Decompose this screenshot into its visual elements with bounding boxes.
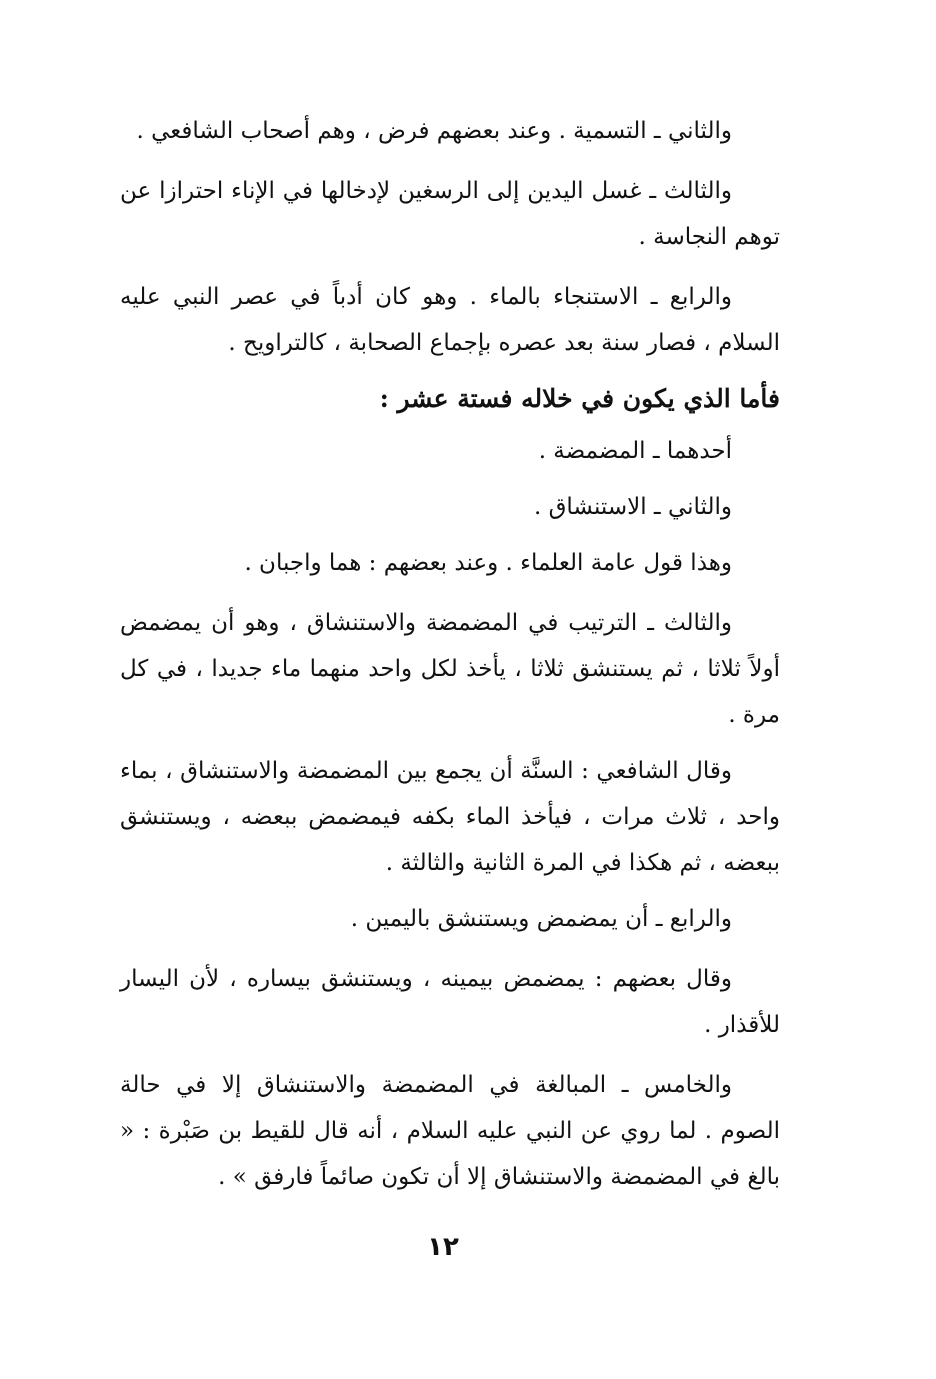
- book-page-body: [120, 108, 780, 1200]
- paragraph-fourth-right-hand: والرابع ـ أن يمضمض ويستنشق باليمين .: [350, 906, 732, 932]
- paragraph-first-madmada: أحدهما ـ المضمضة .: [538, 438, 732, 464]
- paragraph-fourth-istinja: والرابع ـ الاستنجاء بالماء . وهو كان أدباً في عصر النبي عليه السلام ، فصار سنة بعد عصره بإجماع الصحابة ، كالتراويح .: [120, 284, 780, 356]
- paragraph-left-hand-opinion: وقال بعضهم : يمضمض بيمينه ، ويستنشق بيساره ، لأن اليسار للأقذار .: [120, 966, 780, 1038]
- paragraph-scholars-opinion: وهذا قول عامة العلماء . وعند بعضهم : هما واجبان .: [244, 550, 732, 576]
- paragraph-third-order: والثالث ـ الترتيب في المضمضة والاستنشاق ، وهو أن يمضمض أولاً ثلاثا ، ثم يستنشق ثلاثا ، يأخذ لكل واحد منهما ماء جديدا ، في كل مرة .: [120, 610, 780, 728]
- paragraph-second-istinshaq: والثاني ـ الاستنشاق .: [533, 494, 732, 520]
- paragraph-fifth-exaggeration: والخامس ـ المبالغة في المضمضة والاستنشاق إلا في حالة الصوم . لما روي عن النبي عليه السلام ، أنه قال للقيط بن صَبْرة : « بالغ في المضمضة والاستنشاق إلا أن تكون صائماً فارفق » .: [120, 1072, 780, 1190]
- paragraph-shafii-opinion: وقال الشافعي : السنَّة أن يجمع بين المضمضة والاستنشاق ، بماء واحد ، ثلاث مرات ، فيأخذ الماء بكفه فيمضمض ببعضه ، ويستنشق ببعضه ، ثم هكذا في المرة الثانية والثالثة .: [120, 758, 780, 876]
- page-number: ١٢: [427, 1232, 459, 1262]
- section-heading-sixteen: فأما الذي يكون في خلاله فستة عشر :: [379, 384, 780, 413]
- paragraph-second-tasmiya: والثاني ـ التسمية . وعند بعضهم فرض ، وهم أصحاب الشافعي .: [136, 118, 732, 144]
- paragraph-third-washing-hands: والثالث ـ غسل اليدين إلى الرسغين لإدخالها في الإناء احترازا عن توهم النجاسة .: [120, 178, 780, 250]
